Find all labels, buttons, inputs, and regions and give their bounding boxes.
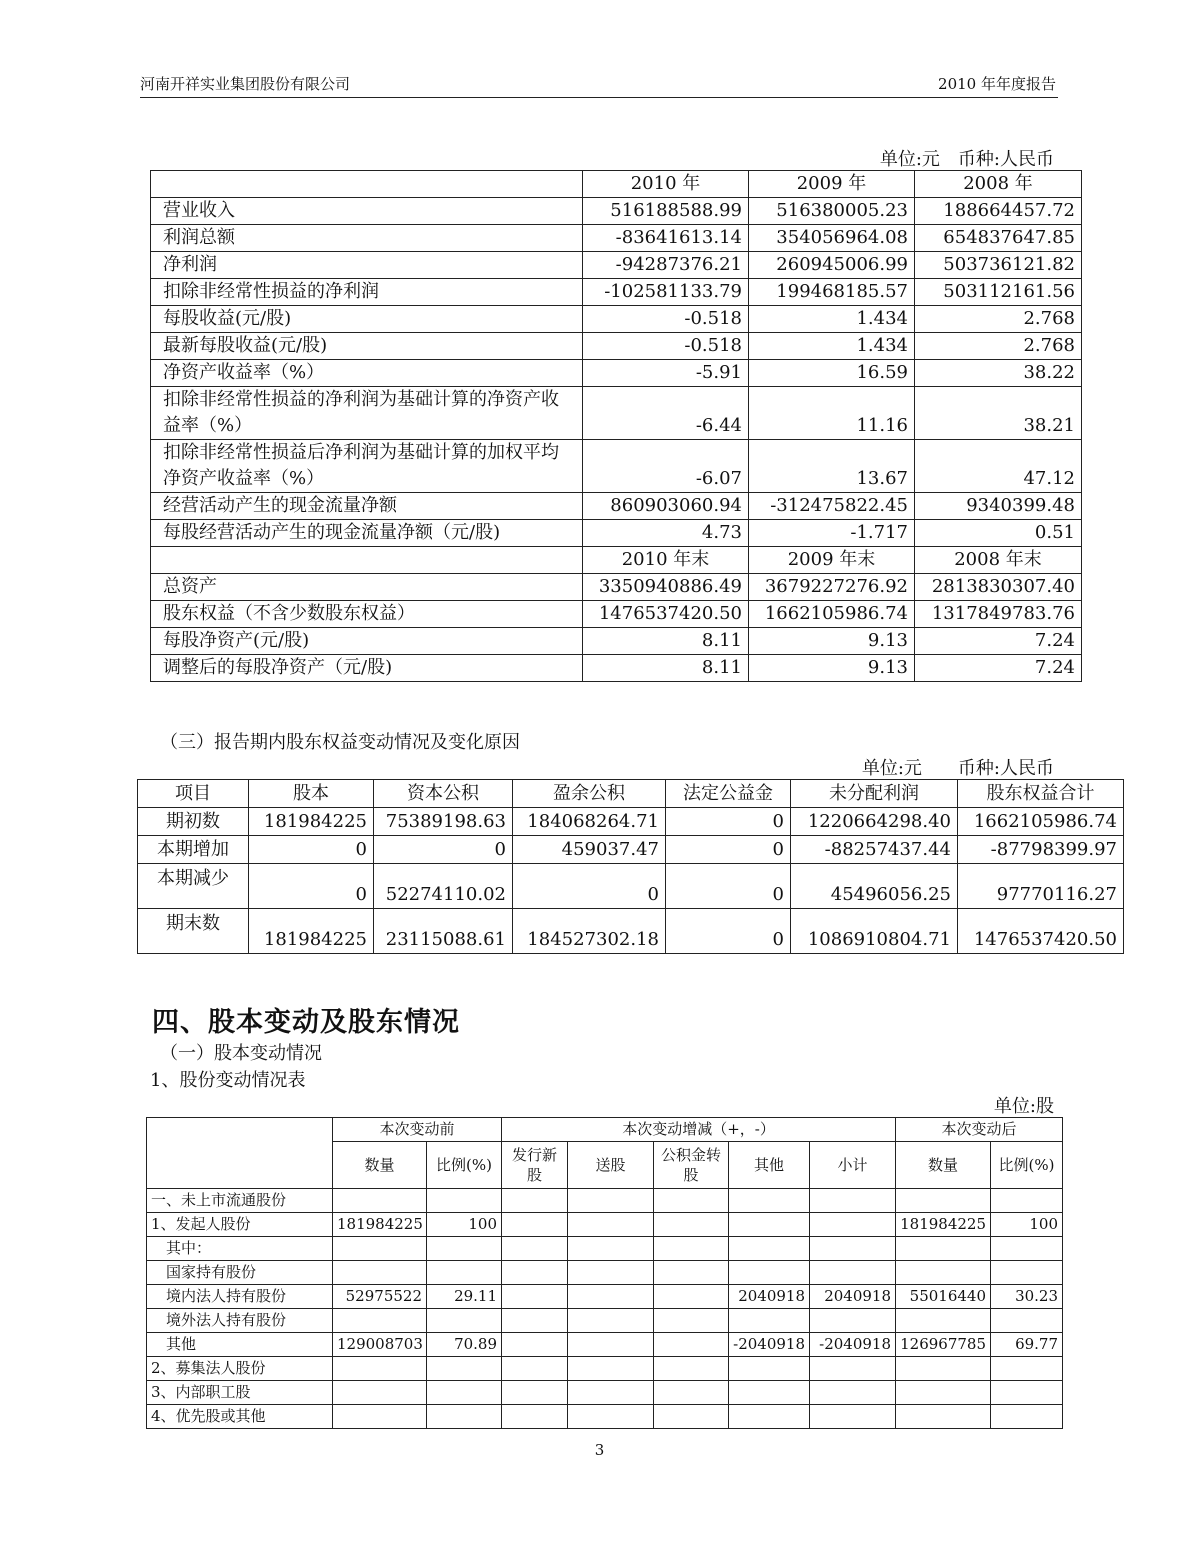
table-cell: 860903060.94 <box>583 493 749 520</box>
table-cell <box>502 1285 568 1309</box>
table-cell <box>333 1405 427 1429</box>
row-label: 经营活动产生的现金流量净额 <box>151 493 583 520</box>
table-cell <box>729 1213 810 1237</box>
table-cell: 9340399.48 <box>915 493 1082 520</box>
row-label: 扣除非经常性损益后净利润为基础计算的加权平均净资产收益率（%） <box>151 440 583 493</box>
table-cell <box>729 1237 810 1261</box>
table-cell: 129008703 <box>333 1333 427 1357</box>
table-cell: -312475822.45 <box>749 493 915 520</box>
column-header: 法定公益金 <box>666 780 791 808</box>
table-cell: 11.16 <box>749 387 915 440</box>
table-cell: 38.21 <box>915 387 1082 440</box>
column-header: 2010 年 <box>583 171 749 198</box>
row-label: 扣除非经常性损益的净利润为基础计算的净资产收益率（%） <box>151 387 583 440</box>
table-cell: -2040918 <box>810 1333 896 1357</box>
column-header: 2009 年 <box>749 171 915 198</box>
column-header <box>151 547 583 574</box>
table-cell <box>729 1357 810 1381</box>
table-cell: 181984225 <box>249 909 374 954</box>
table-row <box>151 360 1082 387</box>
table-cell: 4.73 <box>583 520 749 547</box>
table-cell <box>654 1237 729 1261</box>
table-cell: 38.22 <box>915 360 1082 387</box>
table-cell: -94287376.21 <box>583 252 749 279</box>
row-label: 每股净资产(元/股) <box>151 628 583 655</box>
table-cell: 516188588.99 <box>583 198 749 225</box>
table-cell: 459037.47 <box>513 836 666 864</box>
table-row <box>138 864 1124 909</box>
table-cell: 1220664298.40 <box>791 808 958 836</box>
table-cell <box>991 1189 1063 1213</box>
table-cell <box>502 1237 568 1261</box>
table-cell <box>333 1357 427 1381</box>
table-cell: 0 <box>666 909 791 954</box>
table-cell <box>333 1189 427 1213</box>
table-cell <box>654 1213 729 1237</box>
table3-group-before: 本次变动前 <box>333 1118 502 1142</box>
table-cell <box>991 1405 1063 1429</box>
table-cell: 45496056.25 <box>791 864 958 909</box>
table-cell <box>427 1261 502 1285</box>
row-label: 1、发起人股份 <box>147 1213 333 1237</box>
table-cell: -88257437.44 <box>791 836 958 864</box>
table-cell: 0 <box>666 864 791 909</box>
row-label: 每股收益(元/股) <box>151 306 583 333</box>
row-label: 总资产 <box>151 574 583 601</box>
table-cell: 97770116.27 <box>958 864 1124 909</box>
header-company: 河南开祥实业集团股份有限公司 <box>140 75 351 93</box>
column-header: 股东权益合计 <box>958 780 1124 808</box>
section-subtitle-2: 1、股份变动情况表 <box>150 1070 306 1091</box>
section-subtitle: （一）股本变动情况 <box>160 1043 322 1064</box>
table-cell: 55016440 <box>896 1285 991 1309</box>
table-cell: 8.11 <box>583 628 749 655</box>
table-cell <box>654 1405 729 1429</box>
table-cell <box>729 1405 810 1429</box>
table3-group-change: 本次变动增减（+，-） <box>502 1118 896 1142</box>
column-header: 项目 <box>138 780 249 808</box>
column-header: 其他 <box>729 1142 810 1189</box>
table-cell: 47.12 <box>915 440 1082 493</box>
table-cell: 2.768 <box>915 306 1082 333</box>
table-row <box>138 909 1124 954</box>
row-label: 扣除非经常性损益的净利润 <box>151 279 583 306</box>
table-cell: 199468185.57 <box>749 279 915 306</box>
column-header: 小计 <box>810 1142 896 1189</box>
column-header: 资本公积 <box>374 780 513 808</box>
table-cell <box>568 1381 654 1405</box>
header-report-title: 2010 年年度报告 <box>938 75 1056 93</box>
column-header: 2008 年末 <box>915 547 1082 574</box>
table-cell: 1662105986.74 <box>958 808 1124 836</box>
table-cell <box>896 1237 991 1261</box>
table-cell: 1476537420.50 <box>958 909 1124 954</box>
table-cell <box>427 1405 502 1429</box>
table-cell <box>502 1189 568 1213</box>
row-label: 期初数 <box>138 808 249 836</box>
table-row <box>138 808 1124 836</box>
table-cell: 0.51 <box>915 520 1082 547</box>
table-cell: -2040918 <box>729 1333 810 1357</box>
column-header: 送股 <box>568 1142 654 1189</box>
column-header: 比例(%) <box>427 1142 502 1189</box>
table-cell: 0 <box>249 864 374 909</box>
table-cell: 70.89 <box>427 1333 502 1357</box>
table-row <box>147 1405 1063 1429</box>
table-cell: 2040918 <box>810 1285 896 1309</box>
table-row <box>147 1309 1063 1333</box>
table-cell <box>729 1189 810 1213</box>
table-cell: 52975522 <box>333 1285 427 1309</box>
table-cell: 100 <box>427 1213 502 1237</box>
table-row <box>151 306 1082 333</box>
table-cell: 29.11 <box>427 1285 502 1309</box>
table-row <box>147 1237 1063 1261</box>
table-cell <box>568 1285 654 1309</box>
table-row <box>147 1213 1063 1237</box>
column-header: 公积金转股 <box>654 1142 729 1189</box>
table-row <box>147 1357 1063 1381</box>
table-cell <box>502 1309 568 1333</box>
table-row <box>151 520 1082 547</box>
table-cell: 7.24 <box>915 655 1082 682</box>
row-label: 境内法人持有股份 <box>147 1285 333 1309</box>
table-row <box>151 387 1082 440</box>
header-divider <box>140 97 1058 98</box>
column-header: 股本 <box>249 780 374 808</box>
table-cell <box>654 1285 729 1309</box>
row-label: 境外法人持有股份 <box>147 1309 333 1333</box>
table-cell: 75389198.63 <box>374 808 513 836</box>
table3-corner <box>147 1118 333 1189</box>
table-cell <box>568 1333 654 1357</box>
table-row <box>147 1285 1063 1309</box>
table-cell: -1.717 <box>749 520 915 547</box>
table-cell <box>333 1261 427 1285</box>
table-cell: 0 <box>666 808 791 836</box>
table-cell <box>568 1213 654 1237</box>
table-cell <box>810 1357 896 1381</box>
table3-unit: 单位:股 <box>993 1096 1054 1117</box>
table-row <box>151 198 1082 225</box>
table-cell <box>568 1309 654 1333</box>
table-cell: 181984225 <box>249 808 374 836</box>
table-cell: 181984225 <box>333 1213 427 1237</box>
column-header: 比例(%) <box>991 1142 1063 1189</box>
table-cell: 9.13 <box>749 655 915 682</box>
table-cell <box>502 1213 568 1237</box>
table-cell: 3679227276.92 <box>749 574 915 601</box>
table-cell: 30.23 <box>991 1285 1063 1309</box>
column-header: 发行新股 <box>502 1142 568 1189</box>
table-cell <box>729 1309 810 1333</box>
table-cell <box>810 1189 896 1213</box>
table-cell: 2040918 <box>729 1285 810 1309</box>
row-label: 期末数 <box>138 909 249 954</box>
row-label: 净资产收益率（%） <box>151 360 583 387</box>
table-cell <box>991 1261 1063 1285</box>
row-label: 净利润 <box>151 252 583 279</box>
row-label: 本期减少 <box>138 864 249 909</box>
table-cell: 1.434 <box>749 333 915 360</box>
table-row <box>151 574 1082 601</box>
table-cell <box>810 1237 896 1261</box>
table-row <box>151 601 1082 628</box>
column-header <box>151 171 583 198</box>
table-cell: 354056964.08 <box>749 225 915 252</box>
table-row <box>151 440 1082 493</box>
table-cell: 0 <box>249 836 374 864</box>
table-row <box>151 333 1082 360</box>
table-cell: -83641613.14 <box>583 225 749 252</box>
table2-unit: 单位:元 币种:人民币 <box>861 758 1054 779</box>
table-cell <box>729 1261 810 1285</box>
table-cell: 1.434 <box>749 306 915 333</box>
table2-caption: （三）报告期内股东权益变动情况及变化原因 <box>160 732 520 753</box>
table-cell <box>568 1405 654 1429</box>
table-cell: 100 <box>991 1213 1063 1237</box>
table-cell <box>502 1261 568 1285</box>
table-cell <box>654 1333 729 1357</box>
table-cell <box>568 1357 654 1381</box>
table-cell: -6.07 <box>583 440 749 493</box>
table-cell: 188664457.72 <box>915 198 1082 225</box>
table-cell: 181984225 <box>896 1213 991 1237</box>
table1-unit: 单位:元 币种:人民币 <box>879 149 1054 170</box>
table-cell <box>810 1405 896 1429</box>
table-header-row <box>138 780 1124 808</box>
column-header: 未分配利润 <box>791 780 958 808</box>
row-label: 2、募集法人股份 <box>147 1357 333 1381</box>
table-row <box>151 252 1082 279</box>
column-header: 数量 <box>333 1142 427 1189</box>
table-cell: -5.91 <box>583 360 749 387</box>
table-cell <box>568 1261 654 1285</box>
table-cell <box>427 1189 502 1213</box>
table-cell: 9.13 <box>749 628 915 655</box>
table-cell <box>333 1381 427 1405</box>
table-row <box>147 1261 1063 1285</box>
table-cell <box>991 1381 1063 1405</box>
table-cell: 0 <box>513 864 666 909</box>
row-label: 本期增加 <box>138 836 249 864</box>
table-cell <box>427 1381 502 1405</box>
table-cell <box>896 1189 991 1213</box>
table-cell: 2.768 <box>915 333 1082 360</box>
table-row <box>151 225 1082 252</box>
table-row <box>138 836 1124 864</box>
table-row <box>147 1333 1063 1357</box>
table3-group-after: 本次变动后 <box>896 1118 1063 1142</box>
table-cell: 654837647.85 <box>915 225 1082 252</box>
table-cell <box>568 1237 654 1261</box>
table-cell <box>810 1309 896 1333</box>
table-cell <box>427 1357 502 1381</box>
table-cell: 1317849783.76 <box>915 601 1082 628</box>
table-cell <box>502 1333 568 1357</box>
table-cell: 52274110.02 <box>374 864 513 909</box>
table-cell: 126967785 <box>896 1333 991 1357</box>
table-cell <box>654 1309 729 1333</box>
table-cell: 260945006.99 <box>749 252 915 279</box>
table-cell <box>654 1381 729 1405</box>
table-cell: 0 <box>374 836 513 864</box>
table-cell <box>654 1261 729 1285</box>
table-cell <box>333 1309 427 1333</box>
table-cell: -0.518 <box>583 306 749 333</box>
column-header: 盈余公积 <box>513 780 666 808</box>
table-cell <box>502 1405 568 1429</box>
table-cell: 184527302.18 <box>513 909 666 954</box>
table-row <box>151 279 1082 306</box>
row-label: 利润总额 <box>151 225 583 252</box>
table-cell <box>896 1261 991 1285</box>
table-cell: 184068264.71 <box>513 808 666 836</box>
table-cell <box>896 1381 991 1405</box>
column-header: 2009 年末 <box>749 547 915 574</box>
row-label: 国家持有股份 <box>147 1261 333 1285</box>
row-label: 4、优先股或其他 <box>147 1405 333 1429</box>
table-cell <box>502 1381 568 1405</box>
table-cell: 7.24 <box>915 628 1082 655</box>
share-change-table <box>146 1117 1063 1429</box>
table-cell <box>810 1213 896 1237</box>
table-cell: -6.44 <box>583 387 749 440</box>
table-cell <box>991 1309 1063 1333</box>
table-cell: 516380005.23 <box>749 198 915 225</box>
table-cell: 23115088.61 <box>374 909 513 954</box>
table-cell: 1662105986.74 <box>749 601 915 628</box>
table-cell <box>333 1237 427 1261</box>
row-label: 3、内部职工股 <box>147 1381 333 1405</box>
table-cell: -0.518 <box>583 333 749 360</box>
table-row <box>151 628 1082 655</box>
table-cell: 16.59 <box>749 360 915 387</box>
row-label: 营业收入 <box>151 198 583 225</box>
table-cell: 1476537420.50 <box>583 601 749 628</box>
row-label: 一、未上市流通股份 <box>147 1189 333 1213</box>
row-label: 最新每股收益(元/股) <box>151 333 583 360</box>
equity-change-table <box>137 779 1124 954</box>
page-number: 3 <box>594 1441 605 1459</box>
column-header: 数量 <box>896 1142 991 1189</box>
row-label: 其中： <box>147 1237 333 1261</box>
table-cell <box>991 1357 1063 1381</box>
column-header: 2010 年末 <box>583 547 749 574</box>
table-cell <box>896 1405 991 1429</box>
table-header-row <box>151 171 1082 198</box>
table-cell: 8.11 <box>583 655 749 682</box>
table-cell: 69.77 <box>991 1333 1063 1357</box>
section-title: 四、股本变动及股东情况 <box>152 1007 460 1038</box>
financial-summary-table <box>150 170 1082 682</box>
table-cell: 13.67 <box>749 440 915 493</box>
table-row <box>147 1381 1063 1405</box>
table-cell: 1086910804.71 <box>791 909 958 954</box>
row-label: 其他 <box>147 1333 333 1357</box>
table-row <box>151 655 1082 682</box>
table-cell <box>502 1357 568 1381</box>
table-header-row <box>151 547 1082 574</box>
table-cell <box>427 1237 502 1261</box>
row-label: 调整后的每股净资产（元/股) <box>151 655 583 682</box>
table-cell: 503112161.56 <box>915 279 1082 306</box>
row-label: 每股经营活动产生的现金流量净额（元/股) <box>151 520 583 547</box>
table-cell <box>654 1357 729 1381</box>
table-cell <box>654 1189 729 1213</box>
table-cell <box>810 1381 896 1405</box>
table-row <box>147 1189 1063 1213</box>
table-cell <box>568 1189 654 1213</box>
column-header: 2008 年 <box>915 171 1082 198</box>
table-cell <box>427 1309 502 1333</box>
table-cell <box>896 1357 991 1381</box>
table-cell <box>810 1261 896 1285</box>
table-cell: 3350940886.49 <box>583 574 749 601</box>
table-cell: 503736121.82 <box>915 252 1082 279</box>
table-row <box>151 493 1082 520</box>
table-cell <box>729 1381 810 1405</box>
table-cell <box>896 1309 991 1333</box>
table-cell <box>991 1237 1063 1261</box>
table-cell: 2813830307.40 <box>915 574 1082 601</box>
table-cell: -102581133.79 <box>583 279 749 306</box>
table-cell: 0 <box>666 836 791 864</box>
row-label: 股东权益（不含少数股东权益） <box>151 601 583 628</box>
table-cell: -87798399.97 <box>958 836 1124 864</box>
